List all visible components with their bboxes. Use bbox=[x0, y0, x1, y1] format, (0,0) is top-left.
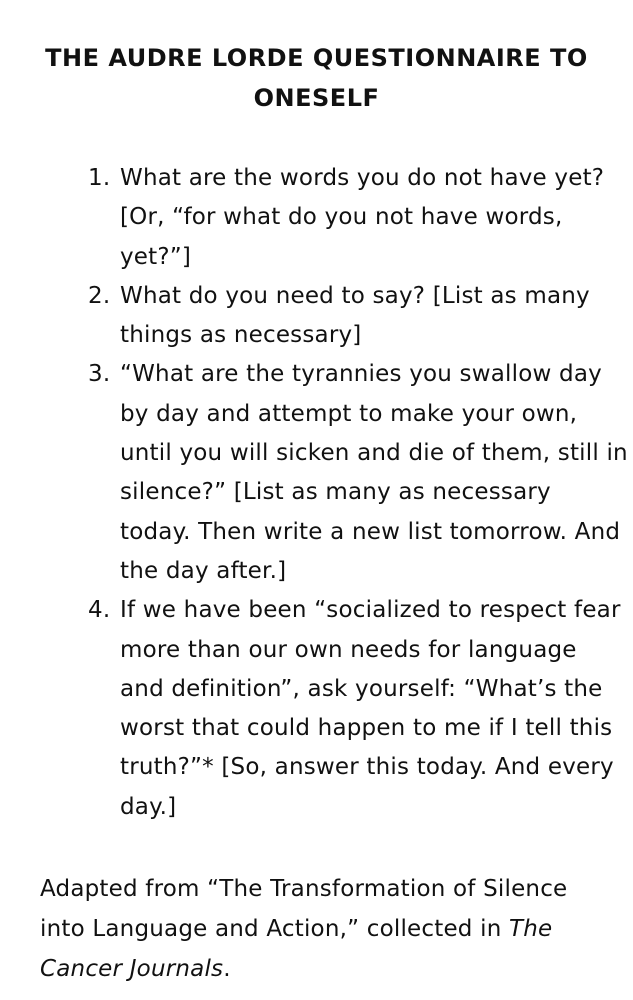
list-item-number: 1. bbox=[88, 165, 111, 191]
citation-text: Adapted from “The Transformation of Silence into Language and Action,” collected in bbox=[40, 876, 568, 942]
list-item bbox=[88, 277, 628, 356]
list-item-text: “What are the tyrannies you swallow day by day and attempt to make your own, until you will sicken and die of them, still in silence?” [List as many as necessary today. Then write a new list tomorrow. And the day after.] bbox=[120, 361, 628, 584]
book-title: The Cancer Journals bbox=[40, 916, 553, 982]
list-item-text: What do you need to say? [List as many things as necessary] bbox=[120, 282, 590, 349]
list-item-text: If we have been “socialized to respect fear more than our own needs for language and definition”, ask yourself: “What’s the worst that could happen to me if I tell this truth?”* [So, answer this today. And every day.] bbox=[120, 597, 621, 820]
list-item-number: 2. bbox=[88, 282, 111, 309]
list-item bbox=[88, 591, 628, 827]
citation-end: . bbox=[223, 956, 231, 982]
list-item-number: 3. bbox=[88, 361, 111, 388]
list-item bbox=[88, 159, 628, 277]
source-citation bbox=[40, 869, 610, 989]
list-item-text: What are the words you do not have yet? [Or, “for what do you not have words, yet?”] bbox=[120, 165, 605, 270]
page-title: THE AUDRE LORDE QUESTIONNAIRE TO ONESELF bbox=[45, 44, 588, 112]
list-item bbox=[88, 355, 628, 591]
questionnaire-list bbox=[80, 159, 628, 827]
list-item-number: 4. bbox=[88, 597, 111, 624]
